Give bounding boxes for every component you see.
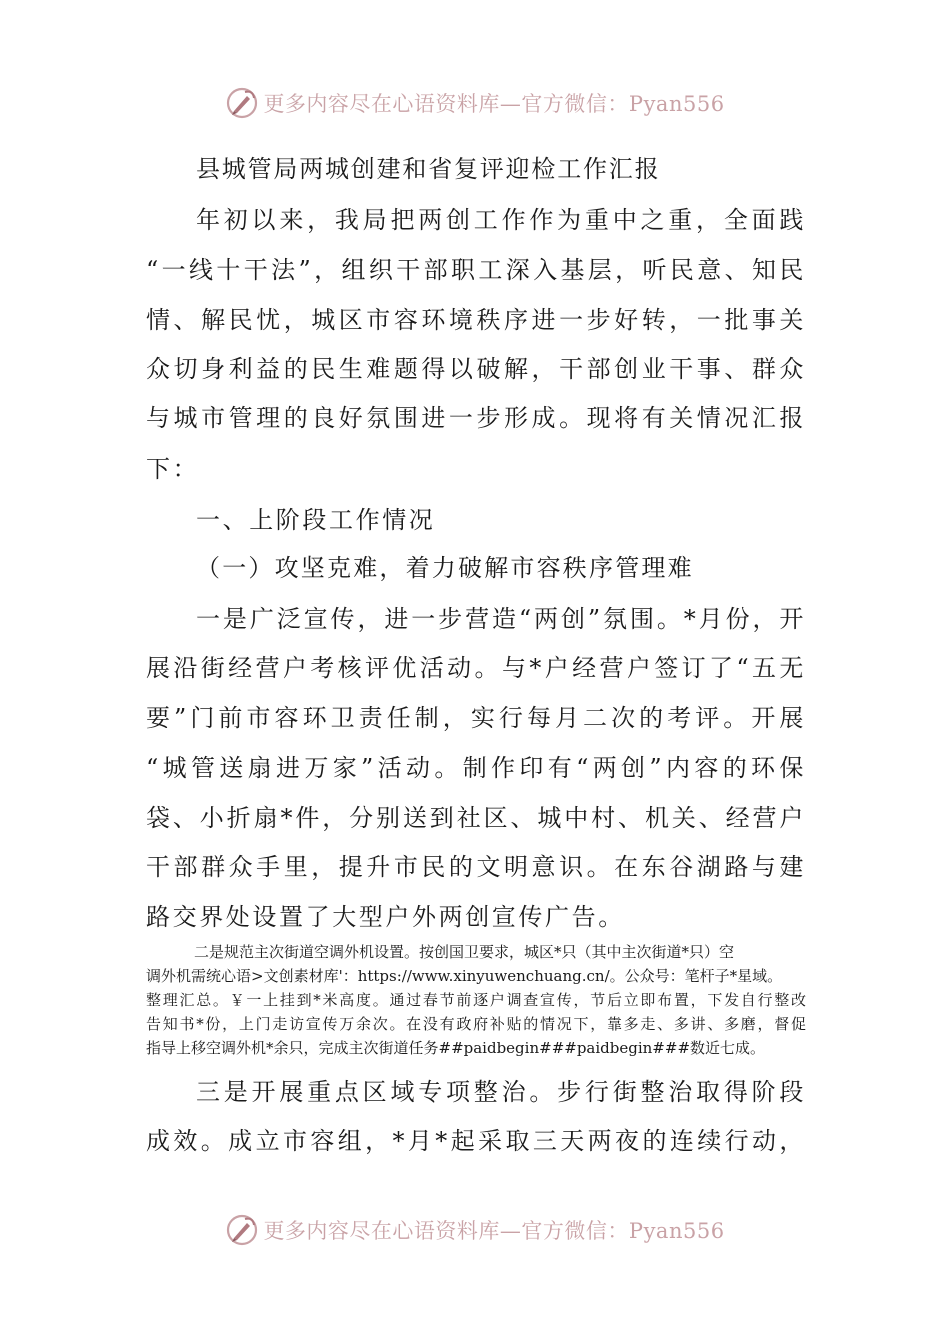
para1-line: 路交界处设置了大型户外两创宣传广告。 bbox=[146, 903, 625, 931]
para2-line: 调外机需统心语>文创素材库'：https://www.xinyuwenchuang.cn/。公众号：笔杆子*星域。 bbox=[146, 967, 783, 985]
pen-nib-circle-icon bbox=[225, 1213, 259, 1247]
para1-line: 一是广泛宣传，进一步营造“两创”氛围。*月份，开 bbox=[196, 605, 806, 633]
para2-block bbox=[146, 940, 806, 1060]
watermark-text: 更多内容尽在心语资料库—官方微信：Pyan556 bbox=[263, 1219, 725, 1243]
watermark-text: 更多内容尽在心语资料库—官方微信：Pyan556 bbox=[263, 92, 725, 116]
para3-line: 三是开展重点区域专项整治。步行街整治取得阶段 bbox=[196, 1078, 806, 1106]
para2-line: 指导上移空调外机*余只，完成主次街道任务##paidbegin###paidbegin###数近七成。 bbox=[146, 1039, 766, 1057]
document-title: 县城管局两城创建和省复评迎检工作汇报 bbox=[196, 155, 661, 183]
para1-line: 要”门前市容环卫责任制，实行每月二次的考评。开展 bbox=[146, 704, 806, 732]
para1-line: 干部群众手里，提升市民的文明意识。在东谷湖路与建 bbox=[146, 853, 806, 881]
intro-line: 年初以来，我局把两创工作作为重中之重，全面践 bbox=[196, 206, 806, 234]
pen-nib-circle-icon bbox=[225, 86, 259, 120]
para2-line: 告知书*份，上门走访宣传万余次。在没有政府补贴的情况下，靠多走、多讲、多磨，督促 bbox=[146, 1015, 806, 1033]
para1-line: “城管送扇进万家”活动。制作印有“两创”内容的环保 bbox=[146, 754, 806, 782]
intro-line: “一线十干法”，组织干部职工深入基层，听民意、知民 bbox=[146, 256, 806, 284]
intro-line: 情、解民忧，城区市容环境秩序进一步好转，一批事关 bbox=[146, 306, 806, 334]
para2-line: 二是规范主次街道空调外机设置。按创国卫要求，城区*只（其中主次街道*只）空 bbox=[194, 943, 735, 961]
intro-line: 众切身利益的民生难题得以破解，干部创业干事、群众 bbox=[146, 355, 806, 383]
section-heading: 一、上阶段工作情况 bbox=[196, 506, 436, 534]
para1-line: 袋、小折扇*件，分别送到社区、城中村、机关、经营户 bbox=[146, 804, 806, 832]
subsection-heading: （一）攻坚克难，着力破解市容秩序管理难 bbox=[196, 554, 694, 582]
para3-line: 成效。成立市容组，*月*起采取三天两夜的连续行动， bbox=[146, 1127, 806, 1155]
intro-line: 下： bbox=[146, 455, 200, 483]
watermark-banner-top bbox=[0, 78, 950, 128]
watermark-banner-bottom bbox=[0, 1205, 950, 1255]
para1-line: 展沿街经营户考核评优活动。与*户经营户签订了“五无 bbox=[146, 654, 806, 682]
para2-line: 整理汇总。￥一上挂到*米高度。通过春节前逐户调查宣传，节后立即布置，下发自行整改 bbox=[146, 991, 806, 1009]
intro-line: 与城市管理的良好氛围进一步形成。现将有关情况汇报 bbox=[146, 404, 806, 432]
